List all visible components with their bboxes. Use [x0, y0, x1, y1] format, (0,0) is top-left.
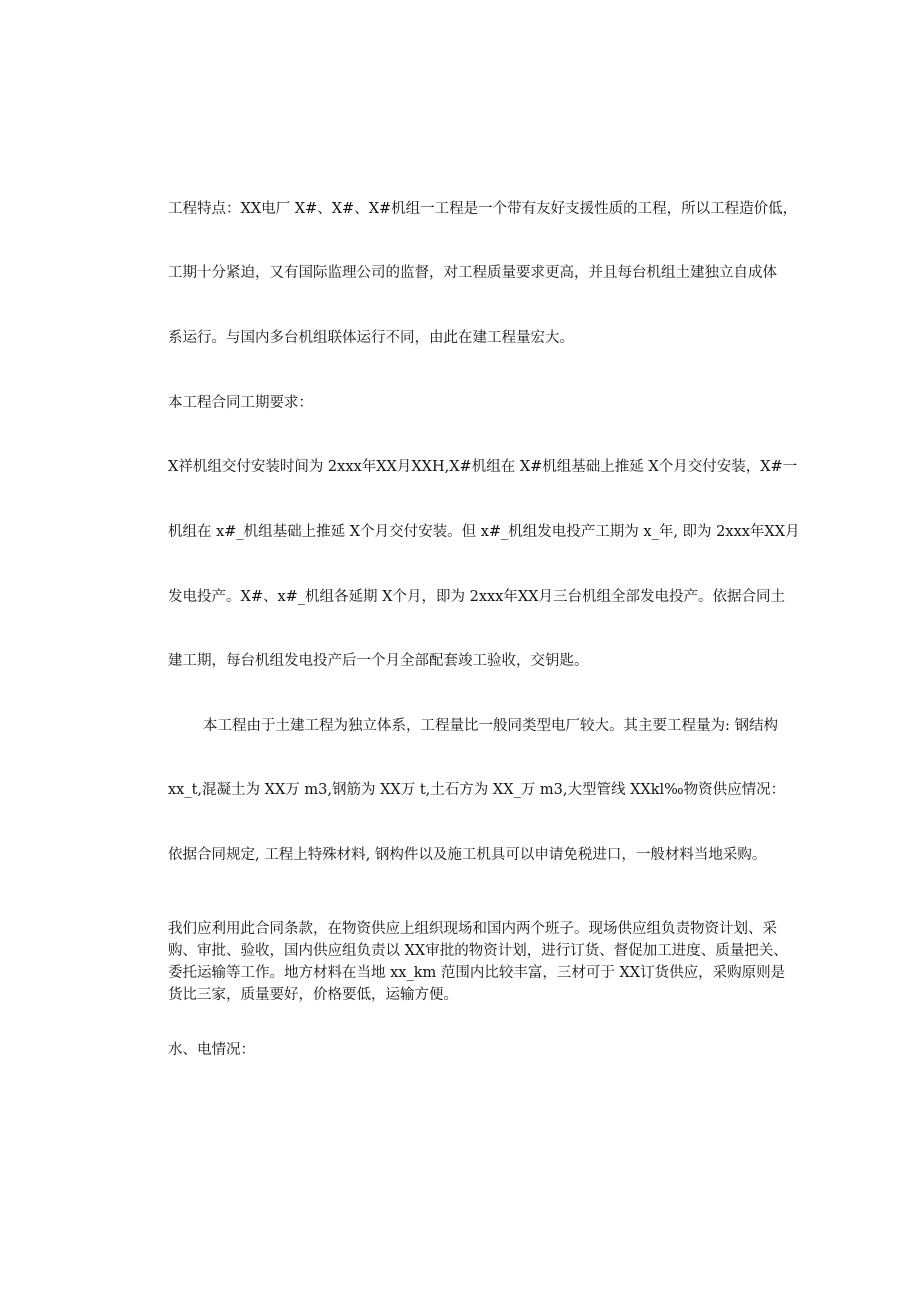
- paragraph-line: 工期十分紧迫，又有国际监理公司的监督，对工程质量要求更高，并且每台机组土建独立自成体: [168, 265, 777, 281]
- paragraph-line: 购、审批、验收，国内供应组负责以 XX审批的物资计划，进行订货、督促加工进度、质量把关、: [168, 943, 788, 959]
- paragraph-line: xx_t,混凝土为 XX万 m3,钢筋为 XX万 t,土石方为 XX_万 m3,大型管线 XXkl‰物资供应情况：: [168, 782, 786, 798]
- paragraph-line: 机组在 x#_机组基础上推延 X个月交付安装。但 x#_机组发电投产工期为 x_年, 即为 2xxx年XX月: [168, 524, 800, 540]
- paragraph-line: 委托运输等工作。地方材料在当地 xx_km 范围内比较丰富，三材可于 XX订货供应，采购原则是: [168, 965, 786, 981]
- paragraph-line: 工程特点：XX电厂 X#、X#、X#机组一工程是一个带有友好支援性质的工程，所以工程造价低，: [168, 201, 798, 217]
- paragraph-line: 建工期，每台机组发电投产后一个月全部配套竣工验收，交钥匙。: [168, 653, 589, 669]
- paragraph-line: 货比三家，质量要好，价格要低，运输方便。: [168, 987, 458, 1003]
- paragraph-line: X祥机组交付安装时间为 2xxx年XX月XXH,X#机组在 X#机组基础上推延 X个月交付安装，X#一: [168, 459, 798, 475]
- paragraph-line: 发电投产。X#、x#_机组各延期 X个月，即为 2xxx年XX月三台机组全部发电投产。依据合同土: [168, 589, 785, 605]
- paragraph-line: 本工程由于土建工程为独立体系，工程量比一般同类型电厂较大。其主要工程量为: 钢结构: [203, 718, 778, 734]
- paragraph-line: 依据合同规定, 工程上特殊材料, 钢构件以及施工机具可以申请免税进口，一般材料当地采购。: [168, 847, 767, 863]
- section-heading: 水、电情况：: [168, 1042, 255, 1058]
- paragraph-line: 系运行。与国内多台机组联体运行不同，由此在建工程量宏大。: [168, 330, 574, 346]
- paragraph-line: 我们应利用此合同条款，在物资供应上组织现场和国内两个班子。现场供应组负责物资计划、采: [168, 921, 777, 937]
- section-heading: 本工程合同工期要求：: [168, 395, 313, 411]
- paragraph-block: [168, 918, 788, 1006]
